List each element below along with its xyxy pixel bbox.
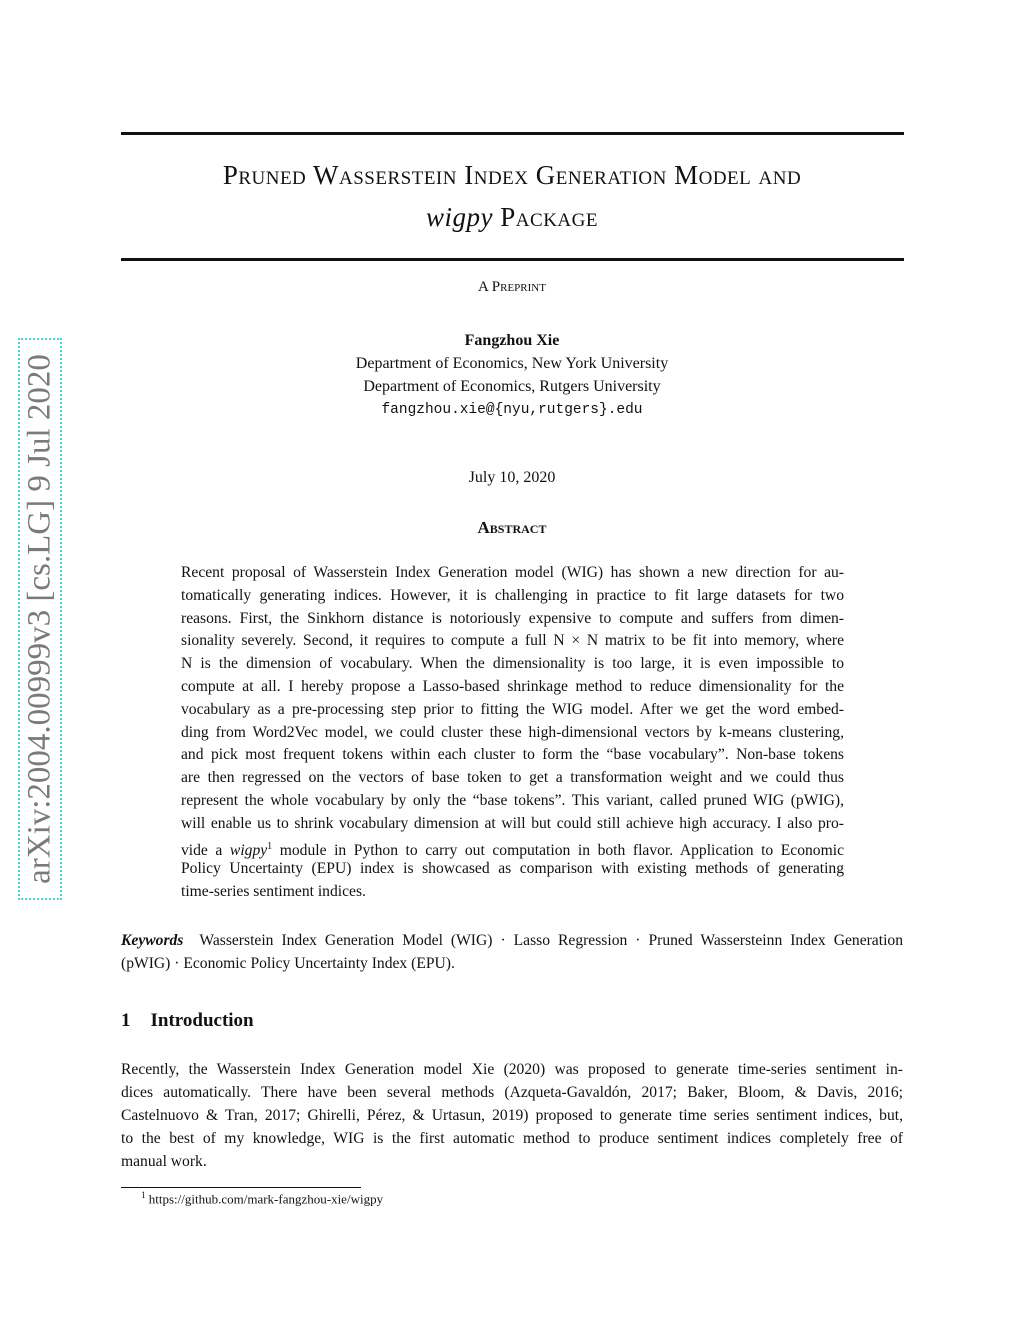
keywords-line-2: (pWIG) · Economic Policy Uncertainty Index (EPU). <box>121 955 455 972</box>
abstract-line: will enable us to shrink vocabulary dimension at will but could still achieve high accuracy. I also pro- <box>181 814 844 832</box>
author-affiliation-1: Department of Economics, New York University <box>355 355 669 372</box>
keywords-label: Keywords <box>121 932 184 949</box>
keywords <box>121 929 903 975</box>
abstract-line: vocabulary as a pre-processing step prior to fitting the WIG model. After we get the word embed- <box>181 700 844 718</box>
footnote-ref[interactable]: 1 <box>267 840 273 852</box>
abstract-heading: Abstract <box>477 518 547 537</box>
intro-paragraph <box>121 1058 903 1173</box>
arxiv-stamp <box>18 338 62 900</box>
abstract-text: vide a <box>181 841 230 859</box>
intro-line: manual work. <box>121 1153 207 1170</box>
footnote-link[interactable]: https://github.com/mark-fangzhou-xie/wigpy <box>148 1191 384 1207</box>
arxiv-stamp-text: arXiv:2004.00999v3 [cs.LG] 9 Jul 2020 <box>21 354 58 884</box>
preprint-label: A Preprint <box>478 279 546 295</box>
abstract-line <box>181 836 844 859</box>
bottom-rule <box>121 258 904 261</box>
abstract-line: Recent proposal of Wasserstein Index Generation model (WIG) has shown a new direction for au- <box>181 564 844 581</box>
title-italic: wigpy <box>426 202 494 232</box>
footnote <box>141 1190 383 1207</box>
abstract-line: N is the dimension of vocabulary. When the dimensionality is too large, it is even impossible to <box>181 655 844 673</box>
title-rest: Package <box>493 202 598 232</box>
author-affiliation-2: Department of Economics, Rutgers University <box>363 378 661 395</box>
abstract-line: sionality severely. Second, it requires to compute a full N × N matrix to be fit into memory, where <box>181 632 844 650</box>
author-email[interactable]: fangzhou.xie@{nyu,rutgers}.edu <box>381 402 643 418</box>
abstract-body <box>181 562 844 904</box>
intro-line: Recently, the Wasserstein Index Generation model Xie (2020) was proposed to generate time-series sentiment in- <box>121 1061 903 1078</box>
date: July 10, 2020 <box>468 469 556 486</box>
wigpy-italic: wigpy <box>229 841 268 859</box>
intro-line: to the best of my knowledge, WIG is the first automatic method to produce sentiment indices completely free of <box>121 1130 903 1147</box>
abstract-line: Policy Uncertainty (EPU) index is showcased as comparison with existing methods of generating <box>181 860 844 878</box>
abstract-line: tomatically generating indices. However, it is challenging in practice to fit large datasets for two <box>181 586 844 604</box>
title-line-1: Pruned Wasserstein Index Generation Model and <box>222 160 802 190</box>
title-line-2 <box>0 202 1024 233</box>
author-name: Fangzhou Xie <box>464 332 560 349</box>
section-number: 1 <box>121 1010 131 1031</box>
abstract-text: module in Python to carry out computation in both flavor. Application to Economic <box>272 841 844 859</box>
intro-line: dices automatically. There have been several methods (Azqueta-Gavaldón, 2017; Baker, Bloom, & Davis, 2016; <box>121 1084 903 1101</box>
abstract-line: ding from Word2Vec model, we could cluster these high-dimensional vectors by k-means clustering, <box>181 723 844 741</box>
section-title: Introduction <box>150 1010 254 1031</box>
abstract-line: and pick most frequent tokens within each cluster to form the “base vocabulary”. Non-base tokens <box>181 746 844 764</box>
top-rule <box>121 132 904 135</box>
abstract-line: compute at all. I hereby propose a Lasso-based shrinkage method to reduce dimensionality for the <box>181 677 844 695</box>
keywords-line-1: Wasserstein Index Generation Model (WIG) · Lasso Regression · Pruned Wassersteinn Index Generation <box>199 932 903 949</box>
intro-line: Castelnuovo & Tran, 2017; Ghirelli, Pérez, & Urtasun, 2019) proposed to generate time series sentiment indices, but, <box>121 1107 903 1124</box>
footnote-rule <box>121 1187 361 1188</box>
footnote-mark: 1 <box>141 1190 146 1200</box>
section-heading <box>121 1010 254 1032</box>
abstract-line: represent the whole vocabulary by only the “base tokens”. This variant, called pruned WIG (pWIG), <box>181 791 844 809</box>
abstract-line: time-series sentiment indices. <box>181 883 366 901</box>
abstract-line: reasons. First, the Sinkhorn distance is notoriously expensive to compute and suffers from dimen- <box>181 609 844 627</box>
abstract-line: are then regressed on the vectors of base token to get a transformation weight and we could thus <box>181 769 844 787</box>
